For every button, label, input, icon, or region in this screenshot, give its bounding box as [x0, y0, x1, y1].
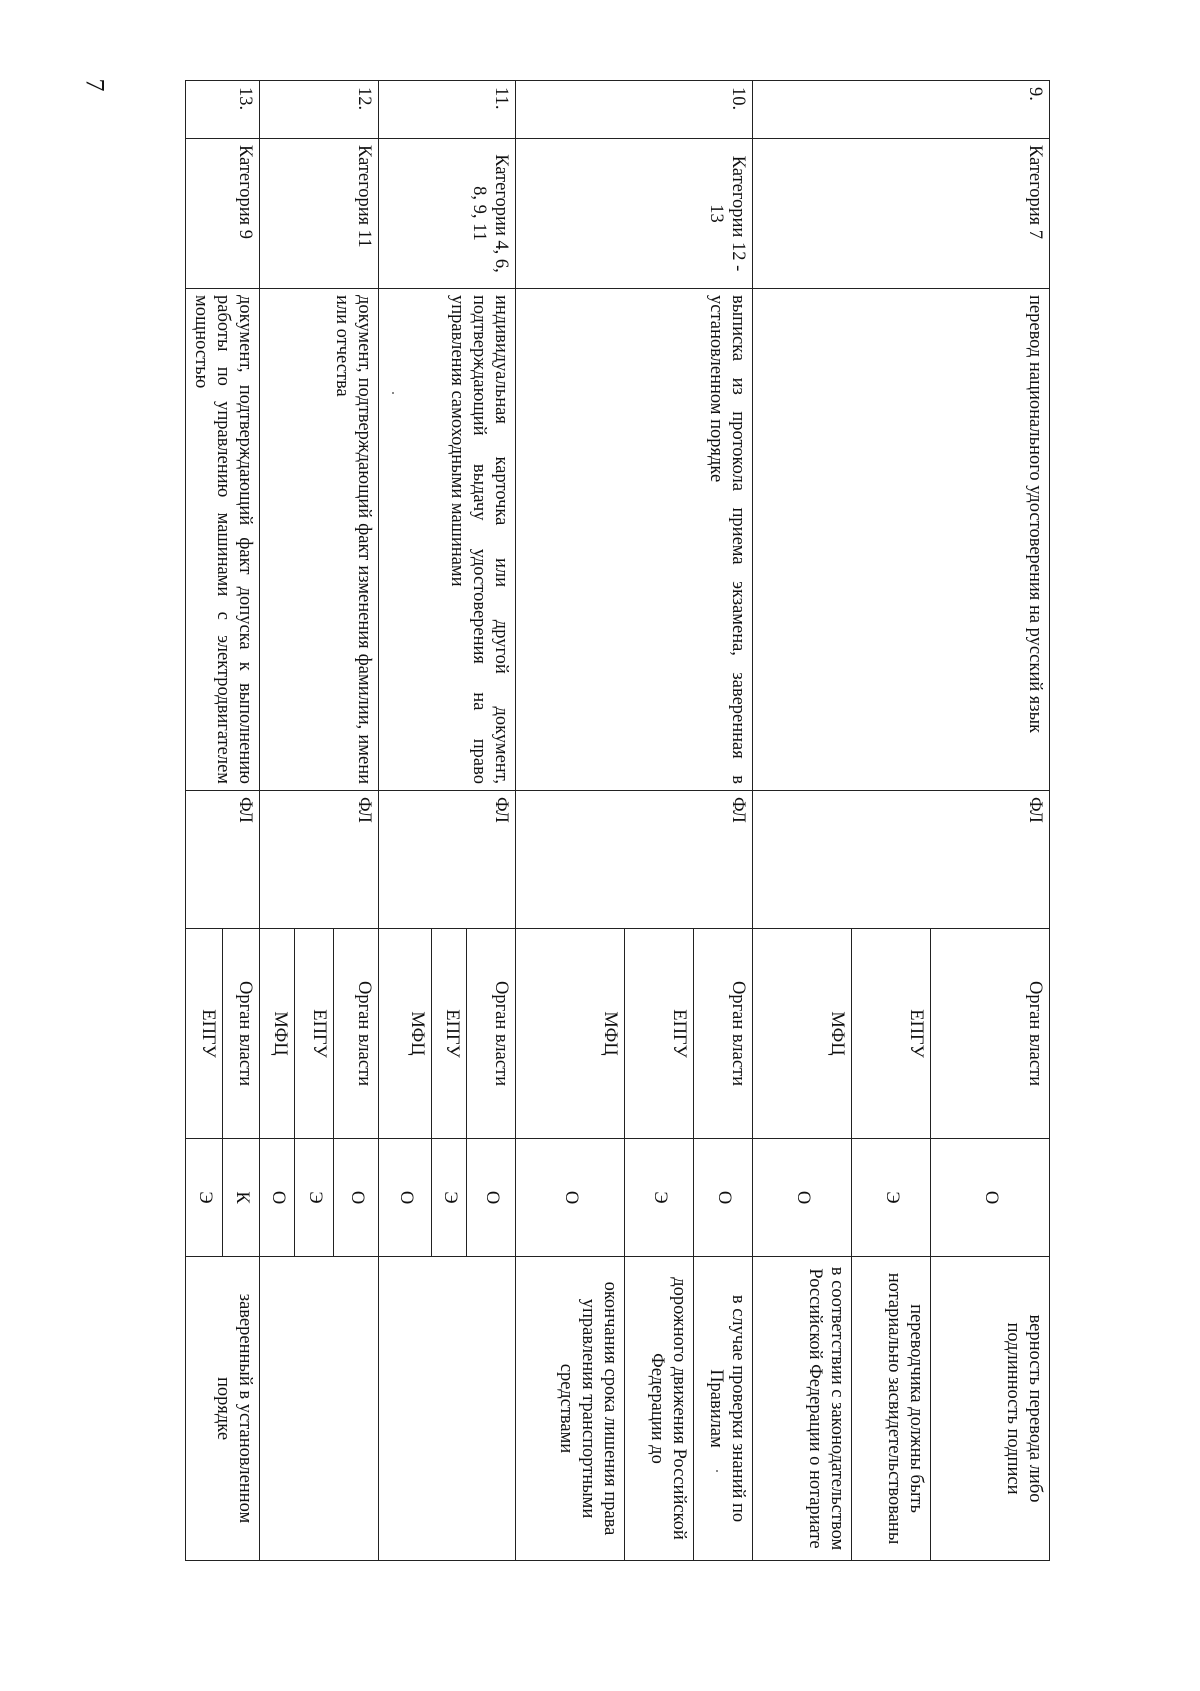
row-category: Категория 7	[753, 139, 1050, 289]
row-channel: МФЦ	[379, 929, 432, 1139]
scan-speck	[716, 1470, 718, 1472]
rotated-table-container	[125, 80, 1050, 1560]
row-channel: Орган власти	[931, 929, 1050, 1139]
row-form: О	[467, 1139, 516, 1257]
row-document: выписка из протокола приема экзамена, заверенная в установленном порядке	[516, 289, 753, 791]
row-channel: МФЦ	[753, 929, 852, 1139]
row-note: заверенный в установленном порядке	[185, 1257, 259, 1561]
table-row	[931, 81, 1050, 1561]
row-form: О	[260, 1139, 295, 1257]
row-channel: МФЦ	[516, 929, 625, 1139]
row-channel: ЕПГУ	[185, 929, 222, 1139]
row-channel: ЕПГУ	[852, 929, 931, 1139]
row-applicant: ФЛ	[379, 791, 516, 929]
row-form: Э	[185, 1139, 222, 1257]
row-channel: Орган власти	[222, 929, 259, 1139]
row-category: Категория 11	[260, 139, 379, 289]
table-row	[222, 81, 259, 1561]
row-category: Категория 9	[185, 139, 259, 289]
documents-table	[185, 80, 1050, 1561]
row-note: дорожного движения Российской Федерации до	[625, 1257, 694, 1561]
row-form: О	[379, 1139, 432, 1257]
row-form: О	[753, 1139, 852, 1257]
row-form: Э	[852, 1139, 931, 1257]
row-form: Э	[295, 1139, 334, 1257]
row-applicant: ФЛ	[753, 791, 1050, 929]
row-note: верность перевода либо подлинность подписи	[931, 1257, 1050, 1561]
row-form: О	[334, 1139, 379, 1257]
row-note: окончания срока лишения права управления транспортными средствами	[516, 1257, 625, 1561]
row-applicant: ФЛ	[516, 791, 753, 929]
row-form: К	[222, 1139, 259, 1257]
row-document: документ, подтверждающий факт допуска к выполнению работы по управлению машинами с электродвигателем мощностью	[185, 289, 259, 791]
row-channel: ЕПГУ	[432, 929, 467, 1139]
table-row	[467, 81, 516, 1561]
row-channel: Орган власти	[467, 929, 516, 1139]
row-note: в соответствии с законодательством Российской Федерации о нотариате	[753, 1257, 852, 1561]
row-note: в случае проверки знаний по Правилам	[694, 1257, 753, 1561]
row-number: 9.	[753, 81, 1050, 139]
row-number: 13.	[185, 81, 259, 139]
row-channel: Орган власти	[334, 929, 379, 1139]
row-form: Э	[432, 1139, 467, 1257]
row-category: Категории 4, 6, 8, 9, 11	[379, 139, 516, 289]
row-note: переводчика должны быть нотариально засвидетельствованы	[852, 1257, 931, 1561]
row-number: 11.	[379, 81, 516, 139]
row-number: 12.	[260, 81, 379, 139]
row-number: 10.	[516, 81, 753, 139]
row-note	[379, 1257, 516, 1561]
row-applicant: ФЛ	[260, 791, 379, 929]
scan-speck	[392, 392, 394, 394]
row-document: перевод национального удостоверения на русский язык	[753, 289, 1050, 791]
row-channel: Орган власти	[694, 929, 753, 1139]
table-row	[694, 81, 753, 1561]
row-form: О	[931, 1139, 1050, 1257]
row-form: О	[516, 1139, 625, 1257]
row-channel: ЕПГУ	[625, 929, 694, 1139]
row-channel: ЕПГУ	[295, 929, 334, 1139]
row-note	[260, 1257, 379, 1561]
row-applicant: ФЛ	[185, 791, 259, 929]
row-document: документ, подтверждающий факт изменения фамилии, имени или отчества	[260, 289, 379, 791]
page-number: 7	[80, 78, 110, 92]
row-category: Категории 12 - 13	[516, 139, 753, 289]
row-channel: МФЦ	[260, 929, 295, 1139]
row-form: О	[694, 1139, 753, 1257]
table-row	[334, 81, 379, 1561]
row-form: Э	[625, 1139, 694, 1257]
row-document: индивидуальная карточка или другой документ, подтверждающий выдачу удостоверения на право управления самоходными машинами	[379, 289, 516, 791]
